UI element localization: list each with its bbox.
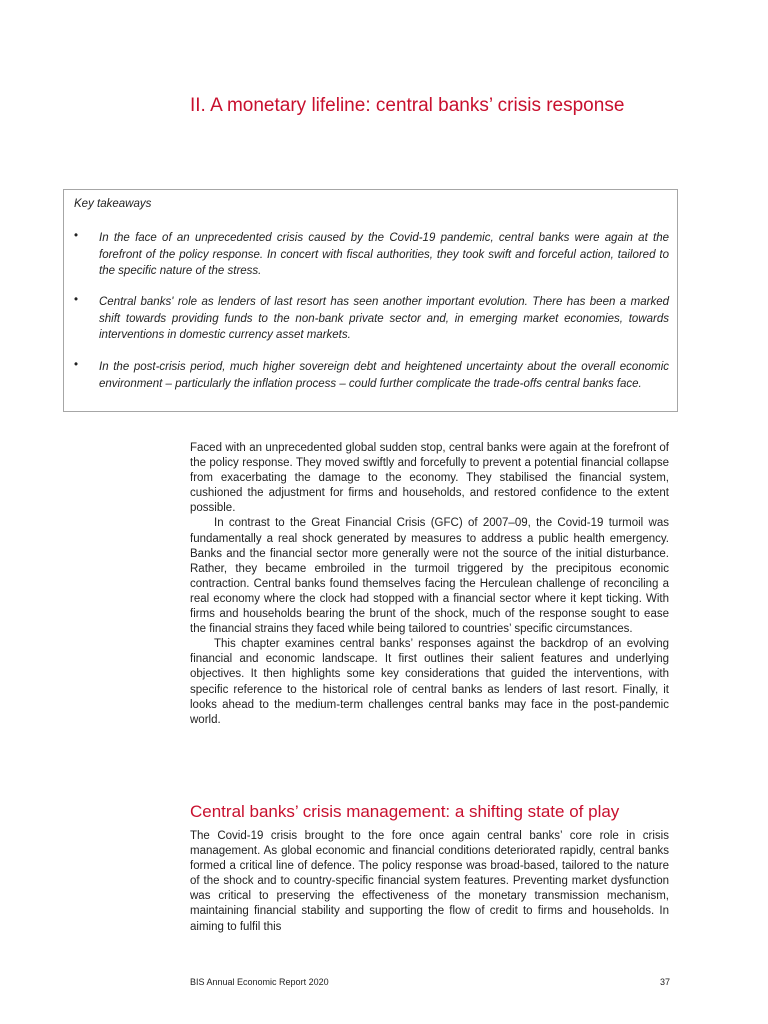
section-text xyxy=(190,829,669,935)
body-paragraph: In contrast to the Great Financial Crisis (GFC) of 2007–09, the Covid-19 turmoil was fundamentally a real shock generated by measures to address a public health emergency. Banks and the financial sector more generally were not the source of the initial disturbance. Rather, they became embroiled in the turmoil triggered by the precipitous economic contraction. Central banks found themselves facing the Herculean challenge of reconciling a real economy where the clock had stopped with a financial sector where it kept ticking. With firms and households bearing the brunt of the shock, much of the response sought to ease the financial strains they faced while being tailored to countries’ specific circumstances. xyxy=(190,517,669,636)
takeaway-text: Central banks' role as lenders of last resort has seen another important evolution. There has been a marked shift towards providing funds to the non-bank private sector and, in emerging market economies, towards interventions in domestic currency asset markets. xyxy=(99,296,669,342)
body-paragraph: This chapter examines central banks’ responses against the backdrop of an evolving financial and economic landscape. It first outlines their salient features and underlying objectives. It then highlights some key considerations that guided the interventions, with specific reference to the historical role of central banks as lenders of last resort. Finally, it looks ahead to the medium-term challenges central banks may face in the post-pandemic world. xyxy=(190,638,669,726)
bullet-icon: • xyxy=(74,230,79,242)
chapter-title: II. A monetary lifeline: central banks’ crisis response xyxy=(190,94,625,116)
takeaway-text: In the post-crisis period, much higher sovereign debt and heightened uncertainty about the overall economic environment – particularly the inflation process – could further complicate the trade-offs central banks face. xyxy=(99,361,669,390)
bullet-icon: • xyxy=(74,359,79,371)
key-takeaways-box xyxy=(63,189,678,412)
page-number: 37 xyxy=(659,977,670,987)
intro-text xyxy=(190,441,669,728)
body-paragraph: The Covid-19 crisis brought to the fore once again central banks’ core role in crisis management. As global economic and financial conditions deteriorated rapidly, central banks formed a critical line of defence. The policy response was broad-based, tailored to the nature of the shock and to country-specific financial system features. Preventing market dysfunction was critical to preserving the effectiveness of the monetary transmission mechanism, maintaining financial stability and supporting the flow of credit to firms and households. In aiming to fulfil this xyxy=(190,830,669,933)
body-paragraph: Faced with an unprecedented global sudden stop, central banks were again at the forefront of the policy response. They moved swiftly and forcefully to prevent a potential financial collapse from exacerbating the damage to the economy. They stabilised the financial system, cushioned the adjustment for firms and households, and restored confidence to the extent possible. xyxy=(190,442,669,515)
section-heading: Central banks’ crisis management: a shifting state of play xyxy=(190,802,620,822)
key-takeaways-heading: Key takeaways xyxy=(74,198,152,210)
bullet-icon: • xyxy=(74,294,79,306)
footer-publication: BIS Annual Economic Report 2020 xyxy=(190,977,329,987)
takeaway-text: In the face of an unprecedented crisis caused by the Covid-19 pandemic, central banks were again at the forefront of the policy response. In concert with fiscal authorities, they took swift and forceful action, tailored to the specific nature of the stress. xyxy=(99,232,669,278)
